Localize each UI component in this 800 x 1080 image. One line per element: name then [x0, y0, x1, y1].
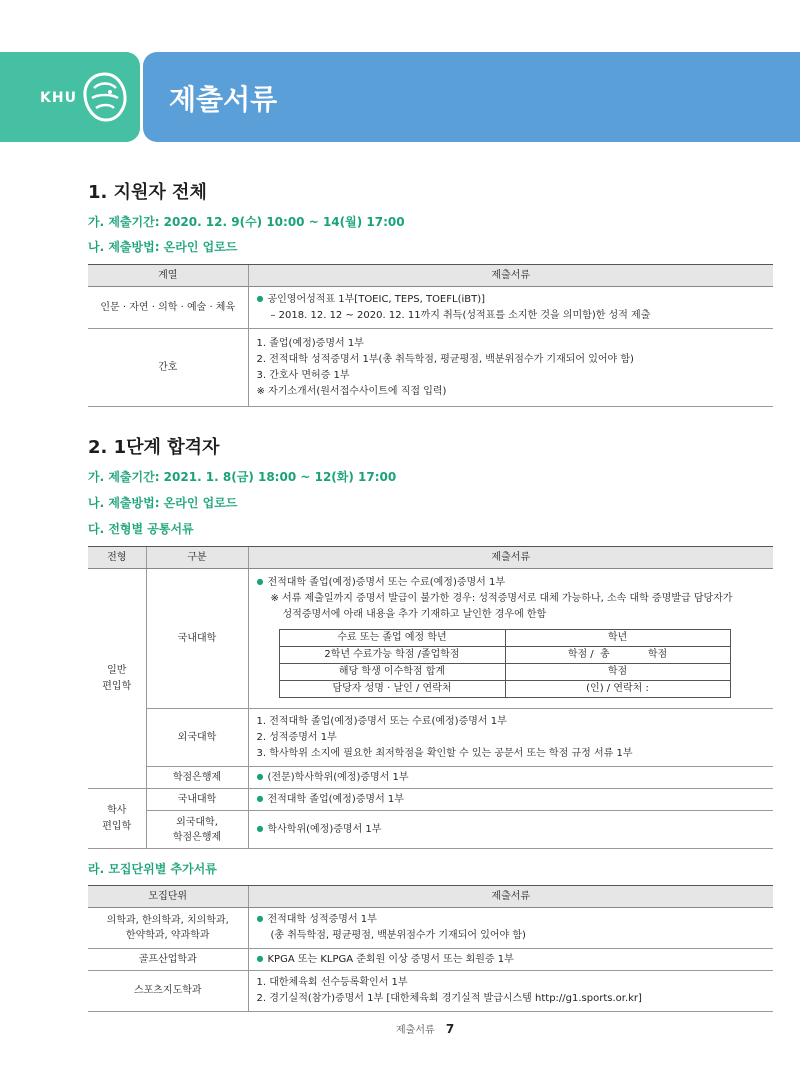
- s2-dom-line1: ● 전적대학 졸업(예정)증명서 또는 수료(예정)증명서 1부: [257, 575, 766, 591]
- s2-bachelor-label: 학사 편입학: [88, 789, 146, 849]
- s2-e2-docs: [248, 949, 773, 971]
- s2-th3: 제출서류: [248, 547, 773, 569]
- s2-common: 다. 전형별 공통서류: [88, 522, 194, 536]
- page-footer: [396, 1021, 454, 1036]
- s2-th2: 구분: [146, 547, 248, 569]
- inner-r2-value: 학점 / 총 학점: [505, 647, 730, 664]
- s1-r2-label: 간호: [88, 329, 248, 407]
- s2-e3-line2: 2. 경기실적(참가)증명서 1부 [대한체육회 경기실적 발급시스템 http://g1.sports.or.kr]: [256, 993, 642, 1004]
- s1-r2-line2: 2. 전적대학 성적증명서 1부(총 취득학점, 평균평점, 백분위점수가 기재되어 있어야 함): [256, 353, 634, 365]
- s1-r1-docs: [248, 287, 773, 329]
- s2-dom-line3: 성적증명서에 아래 내용을 추가 기재하고 날인한 경우에 한함: [282, 609, 547, 620]
- s1-th2: 제출서류: [248, 265, 773, 287]
- s1-method: 나. 제출방법: 온라인 업로드: [88, 240, 238, 254]
- s2-period: 가. 제출기간: 2021. 1. 8(금) 18:00 ~ 12(화) 17:00: [88, 470, 397, 484]
- s2-e2-label: 골프산업학과: [88, 949, 248, 971]
- s2-bdom-docs: [248, 789, 773, 811]
- s2-bank-line: ● (전문)학사학위(예정)증명서 1부: [257, 770, 766, 786]
- s2-e1-line2: (총 취득학점, 평균평점, 백분위점수가 기재되어 있어야 함): [270, 930, 526, 941]
- s1-r2-docs: [248, 329, 773, 407]
- s2-bank-label: 학점은행제: [146, 767, 248, 789]
- inner-r3-label: 해당 학생 이수학점 합계: [279, 664, 505, 681]
- s2-bdom-label: 국내대학: [146, 789, 248, 811]
- s2-for-label: 외국대학: [146, 709, 248, 767]
- page-title: 제출서류: [169, 83, 278, 116]
- s1-period: 가. 제출기간: 2020. 12. 9(수) 10:00 ~ 14(월) 17:00: [88, 215, 405, 229]
- s2-e1-label: 의학과, 한의학과, 치의학과, 한약학과, 약과학과: [88, 908, 248, 949]
- section1-title: 1. 지원자 전체: [88, 182, 207, 203]
- page-header: [0, 52, 800, 142]
- s2-bank-docs: [248, 767, 773, 789]
- s2-inner-table: [279, 629, 731, 698]
- s2-table: [88, 546, 773, 849]
- inner-r4-label: 담당자 성명 · 날인 / 연락처: [279, 681, 505, 698]
- s2-dom-line2: ※ 서류 제출일까지 증명서 발급이 불가한 경우: 성적증명서로 대체 가능하나, 소속 대학 증명발급 담당자가: [270, 593, 733, 604]
- s2-bfor-label: 외국대학, 학점은행제: [146, 811, 248, 849]
- s1-r2-line1: 1. 졸업(예정)증명서 1부: [256, 337, 364, 349]
- inner-r1-label: 수료 또는 졸업 예정 학년: [279, 630, 505, 647]
- s2-e2-line: ● KPGA 또는 KLPGA 준회원 이상 증명서 또는 회원증 1부: [257, 952, 766, 968]
- s2-for-line2: 2. 성적증명서 1부: [256, 731, 337, 743]
- s1-r2-line4: ※ 자기소개서(원서접수사이트에 직접 입력): [256, 385, 447, 397]
- logo-block: [0, 52, 140, 142]
- s1-r1-label: 인문 · 자연 · 의학 · 예술 · 체육: [88, 287, 248, 329]
- s2-general-label: 일반 편입학: [88, 569, 146, 789]
- s1-r1-line2: – 2018. 12. 12 ~ 2020. 12. 11까지 취득(성적표를 소지한 것을 의미함)한 성적 제출: [270, 309, 651, 321]
- inner-r4-value: (인) / 연락처 :: [505, 681, 730, 698]
- s2-e3-line1: 1. 대한체육회 선수등록확인서 1부: [256, 977, 408, 988]
- inner-r3-value: 학점: [505, 664, 730, 681]
- s2-extra: 라. 모집단위별 추가서류: [88, 862, 217, 876]
- page-number: 7: [445, 1022, 455, 1036]
- s2-eth2: 제출서류: [248, 886, 773, 908]
- s2-th1: 전형: [88, 547, 146, 569]
- s2-extra-table: [88, 885, 773, 1012]
- s2-bfor-docs: [248, 811, 773, 849]
- lion-logo-icon: [80, 70, 130, 124]
- footer-label: 제출서류: [396, 1025, 435, 1036]
- s2-for-line3: 3. 학사학위 소지에 필요한 최저학점을 확인할 수 있는 공문서 또는 학점 규정 서류 1부: [256, 747, 633, 759]
- s1-r2-line3: 3. 간호사 면허증 1부: [256, 369, 350, 381]
- s1-r1-line1: ● 공인영어성적표 1부[TOEIC, TEPS, TOEFL(iBT)]: [257, 292, 766, 308]
- s2-dom-docs: [248, 569, 773, 709]
- s2-e1-line1: ● 전적대학 성적증명서 1부: [257, 912, 766, 928]
- inner-r1-value: 학년: [505, 630, 730, 647]
- s2-for-docs: [248, 709, 773, 767]
- s2-e3-docs: [248, 971, 773, 1012]
- s1-table: [88, 264, 773, 407]
- logo-text: KHU: [40, 90, 77, 106]
- s2-bfor-line: ● 학사학위(예정)증명서 1부: [257, 822, 766, 838]
- s2-eth1: 모집단위: [88, 886, 248, 908]
- inner-r2-label: 2학년 수료가능 학점 /졸업학점: [279, 647, 505, 664]
- s2-dom-label: 국내대학: [146, 569, 248, 709]
- section2-title: 2. 1단계 합격자: [88, 437, 220, 458]
- title-block: [143, 52, 800, 142]
- s2-for-line1: 1. 전적대학 졸업(예정)증명서 또는 수료(예정)증명서 1부: [256, 715, 507, 727]
- s2-method: 나. 제출방법: 온라인 업로드: [88, 496, 238, 510]
- s2-e1-docs: [248, 908, 773, 949]
- s1-th1: 계열: [88, 265, 248, 287]
- s2-bdom-line: ● 전적대학 졸업(예정)증명서 1부: [257, 792, 766, 808]
- s2-e3-label: 스포츠지도학과: [88, 971, 248, 1012]
